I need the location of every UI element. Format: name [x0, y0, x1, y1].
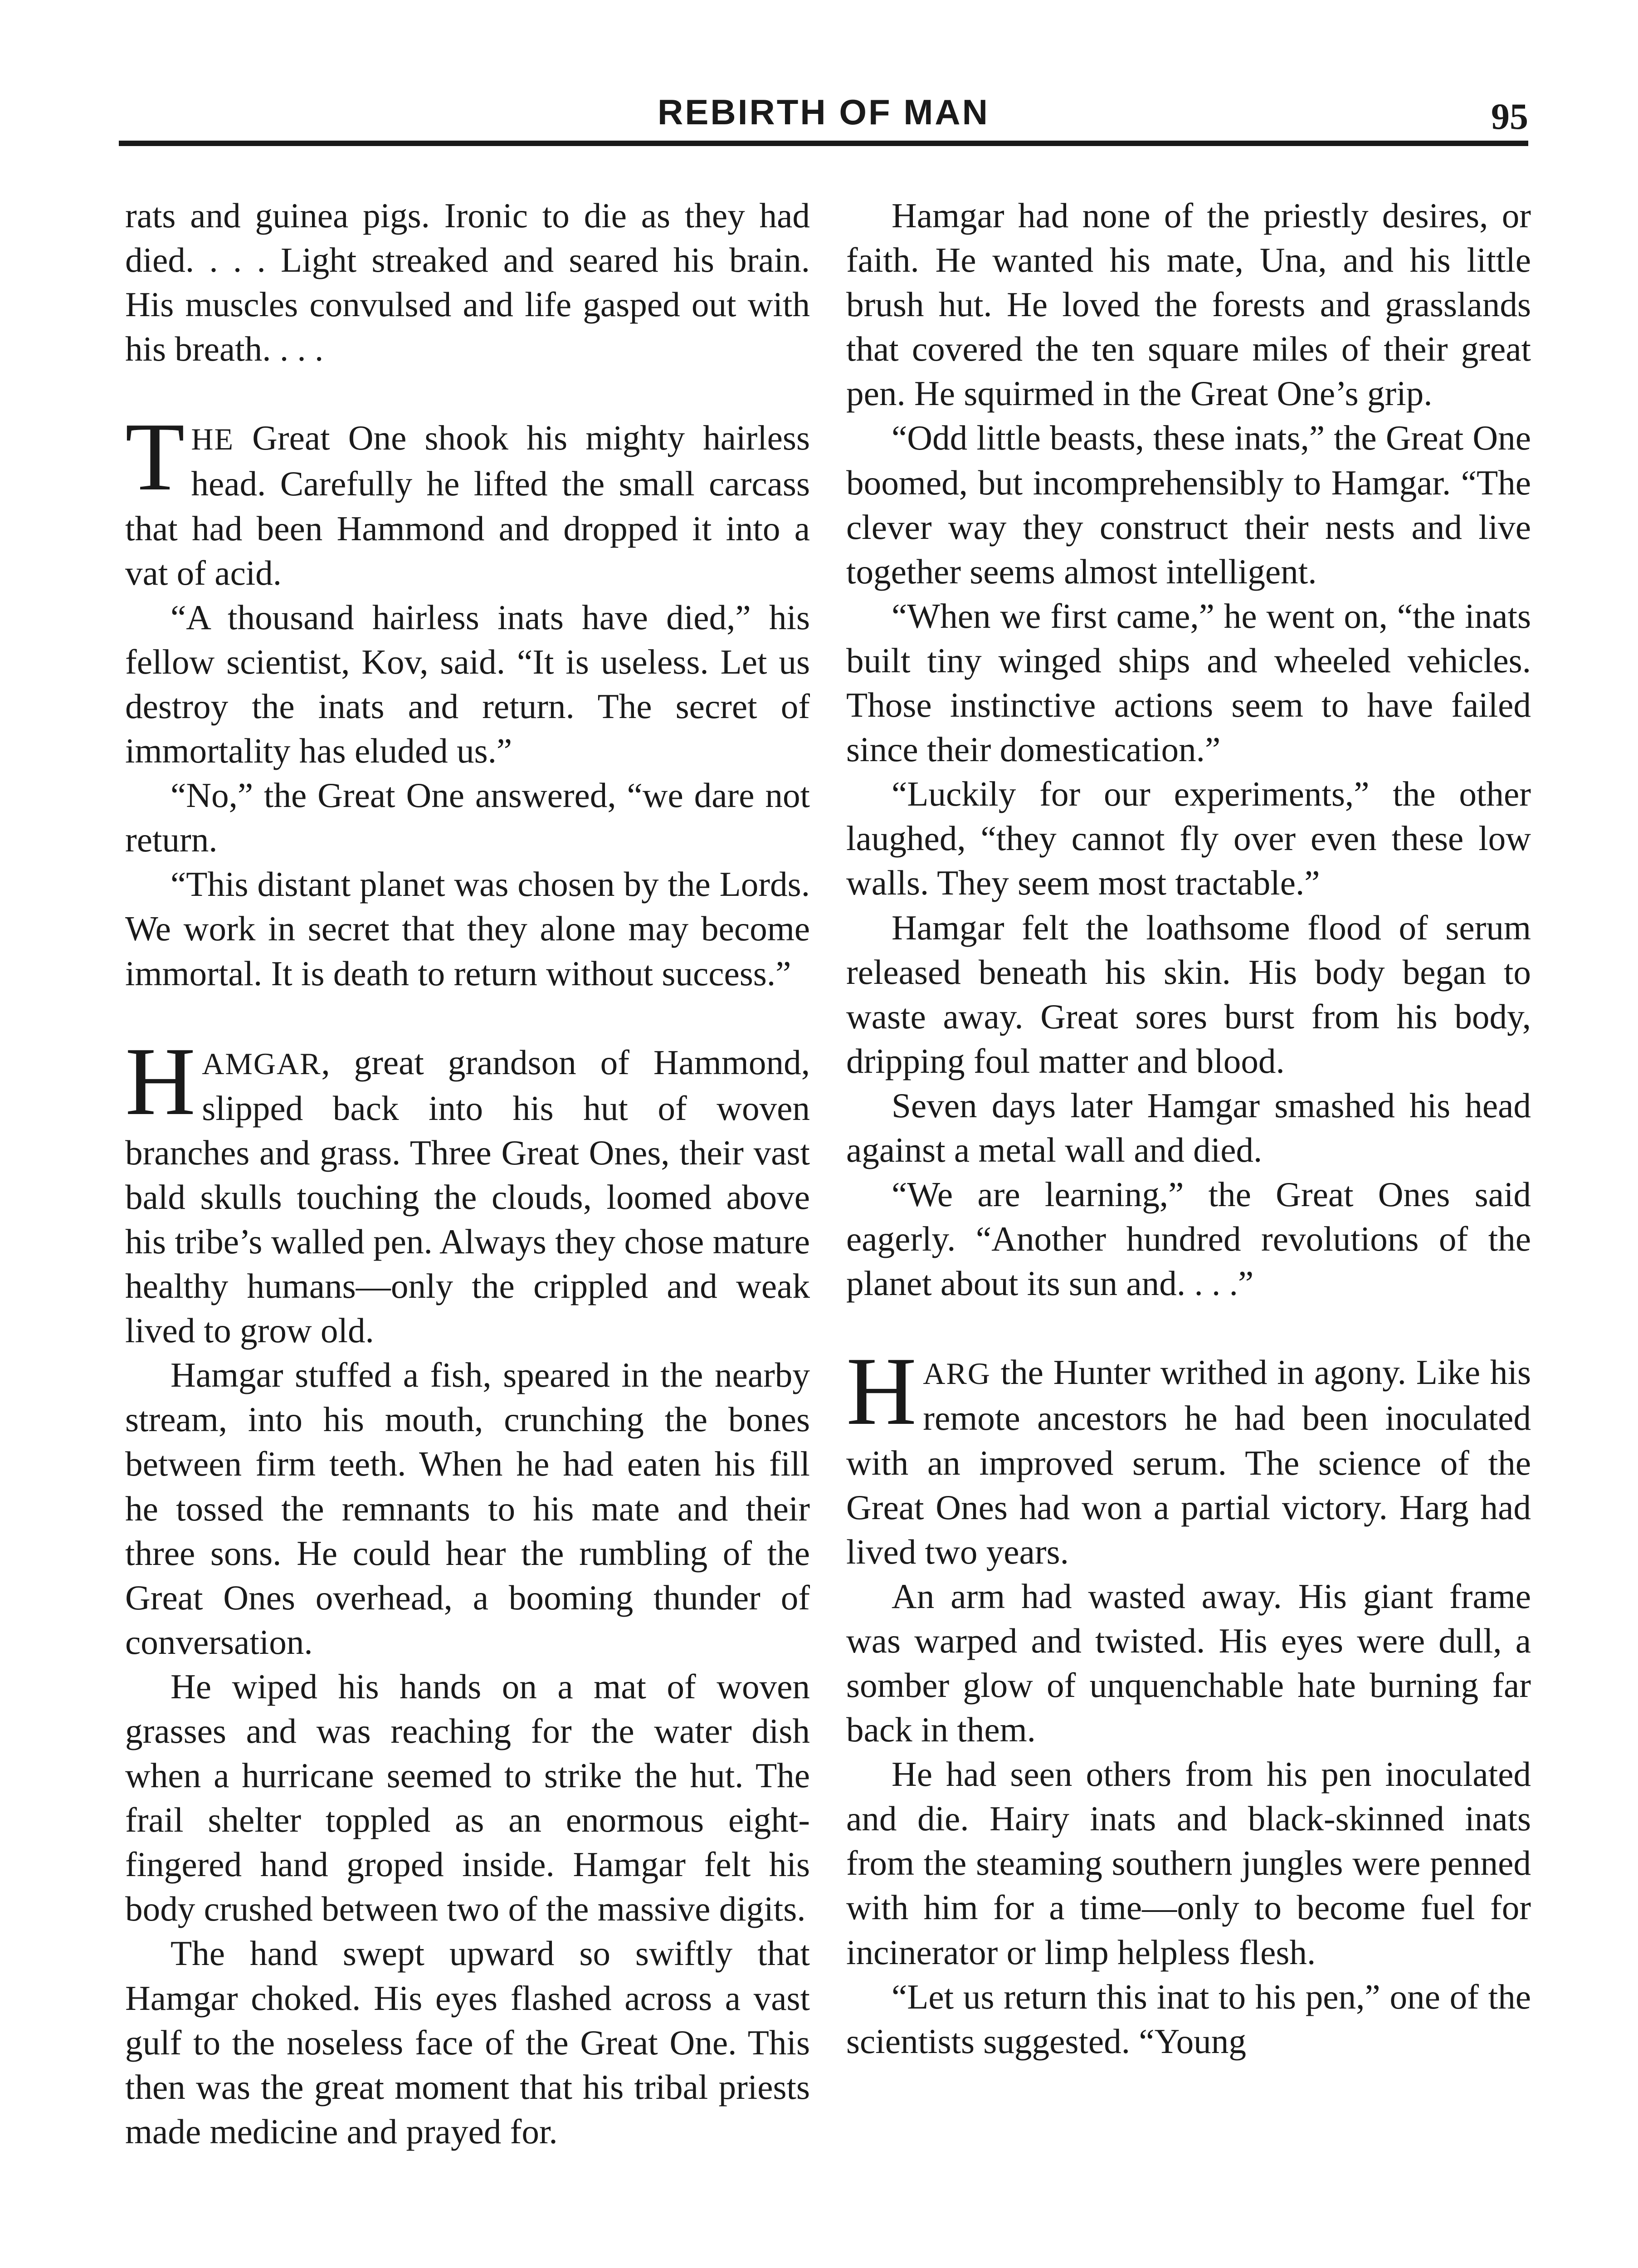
drop-cap: H: [125, 1026, 196, 1135]
drop-cap: H: [846, 1337, 917, 1446]
paragraph: “Odd little beasts, these inats,” the Great One boomed, but incomprehensibly to Hamgar. “The clever way they construct their nests and live together seems almost intelligent.: [846, 418, 1531, 591]
paragraph: The hand swept upward so swiftly that Hamgar choked. His eyes flashed across a vast gulf to the noseless face of the Great One. This then was the great moment that his tribal priests made medicine and prayed for.: [125, 1934, 810, 2151]
right-column: [846, 193, 1531, 2063]
paragraph: “Let us return this inat to his pen,” one of the scientists suggested. “Young: [846, 1977, 1531, 2061]
small-caps-lead: AMGAR: [202, 1046, 322, 1081]
paragraph: rats and guinea pigs. Ironic to die as they had died. . . . Light streaked and seared his brain. His muscles convulsed and life gasped out with his breath. . . .: [125, 196, 810, 369]
paragraph: “This distant planet was chosen by the Lords. We work in secret that they alone may become immortal. It is death to return without success.”: [125, 865, 810, 993]
paragraph: An arm had wasted away. His giant frame was warped and twisted. His eyes were dull, a somber glow of unquenchable hate burning far back in them.: [846, 1576, 1531, 1750]
paragraph-text: the Hunter writhed in agony. Like his remote ancestors he had been inoculated with an improved serum. The science of the Great Ones had won a partial victory. Harg had lived two years.: [846, 1353, 1531, 1571]
small-caps-lead: ARG: [923, 1356, 991, 1391]
paragraph: Hamgar felt the loathsome flood of serum released beneath his skin. His body began to waste away. Great sores burst from his body, dripping foul matter and blood.: [846, 908, 1531, 1080]
left-column: [125, 193, 810, 2154]
section-break: [846, 1305, 1531, 1350]
paragraph-text: Great One shook his mighty hairless head. Carefully he lifted the small carcass that had been Hammond and dropped it into a vat of acid.: [125, 418, 810, 592]
paragraph: “No,” the Great One answered, “we dare not return.: [125, 776, 810, 860]
section-break: [125, 996, 810, 1040]
section-opening-paragraph: [125, 1026, 810, 1353]
paragraph: He had seen others from his pen inoculated and die. Hairy inats and black-skinned inats from the steaming southern jungles were penned with him for a time—only to become fuel for incinerator or limp helpless flesh.: [846, 1755, 1531, 1972]
paragraph: Hamgar had none of the priestly desires, or faith. He wanted his mate, Una, and his little brush hut. He loved the forests and grasslands that covered the ten square miles of their great pen. He squirmed in the Great One’s grip.: [846, 196, 1531, 413]
paragraph: Hamgar stuffed a fish, speared in the nearby stream, into his mouth, crunching the bones between firm teeth. When he had eaten his fill he tossed the remnants to his mate and their three sons. He could hear the rumbling of the Great Ones overhead, a booming thunder of conversation.: [125, 1355, 810, 1662]
paragraph: “When we first came,” he went on, “the inats built tiny winged ships and wheeled vehicles. Those instinctive actions seem to have failed since their domestication.”: [846, 596, 1531, 769]
section-opening-paragraph: [125, 402, 810, 595]
page-header: [119, 83, 1528, 151]
paragraph: “We are learning,” the Great Ones said eagerly. “Another hundred revolutions of the planet about its sun and. . . .”: [846, 1175, 1531, 1303]
section-break: [125, 371, 810, 415]
paragraph-text: , great grandson of Hammond, slipped back into his hut of woven branches and grass. Three Great Ones, their vast bald skulls touching the clouds, loomed above his tribe’s walled pen. Always they chose mature healthy humans—only the crippled and weak lived to grow old.: [125, 1042, 810, 1350]
paragraph: He wiped his hands on a mat of woven grasses and was reaching for the water dish when a hurricane seemed to strike the hut. The frail shelter toppled as an enormous eight-fingered hand groped inside. Hamgar felt his body crushed between two of the massive digits.: [125, 1667, 810, 1929]
header-rule: [119, 141, 1528, 146]
drop-cap: T: [125, 402, 185, 511]
paragraph: Seven days later Hamgar smashed his head against a metal wall and died.: [846, 1085, 1531, 1169]
paragraph: “A thousand hairless inats have died,” his fellow scientist, Kov, said. “It is useless. Let us destroy the inats and return. The secret of immortality has eluded us.”: [125, 597, 810, 771]
running-title: REBIRTH OF MAN: [658, 92, 990, 132]
paragraph: “Luckily for our experiments,” the other laughed, “they cannot fly over even these low walls. They seem most tractable.”: [846, 774, 1531, 903]
small-caps-lead: HE: [191, 422, 234, 457]
section-opening-paragraph: [846, 1337, 1531, 1574]
page-number: 95: [1491, 96, 1528, 137]
